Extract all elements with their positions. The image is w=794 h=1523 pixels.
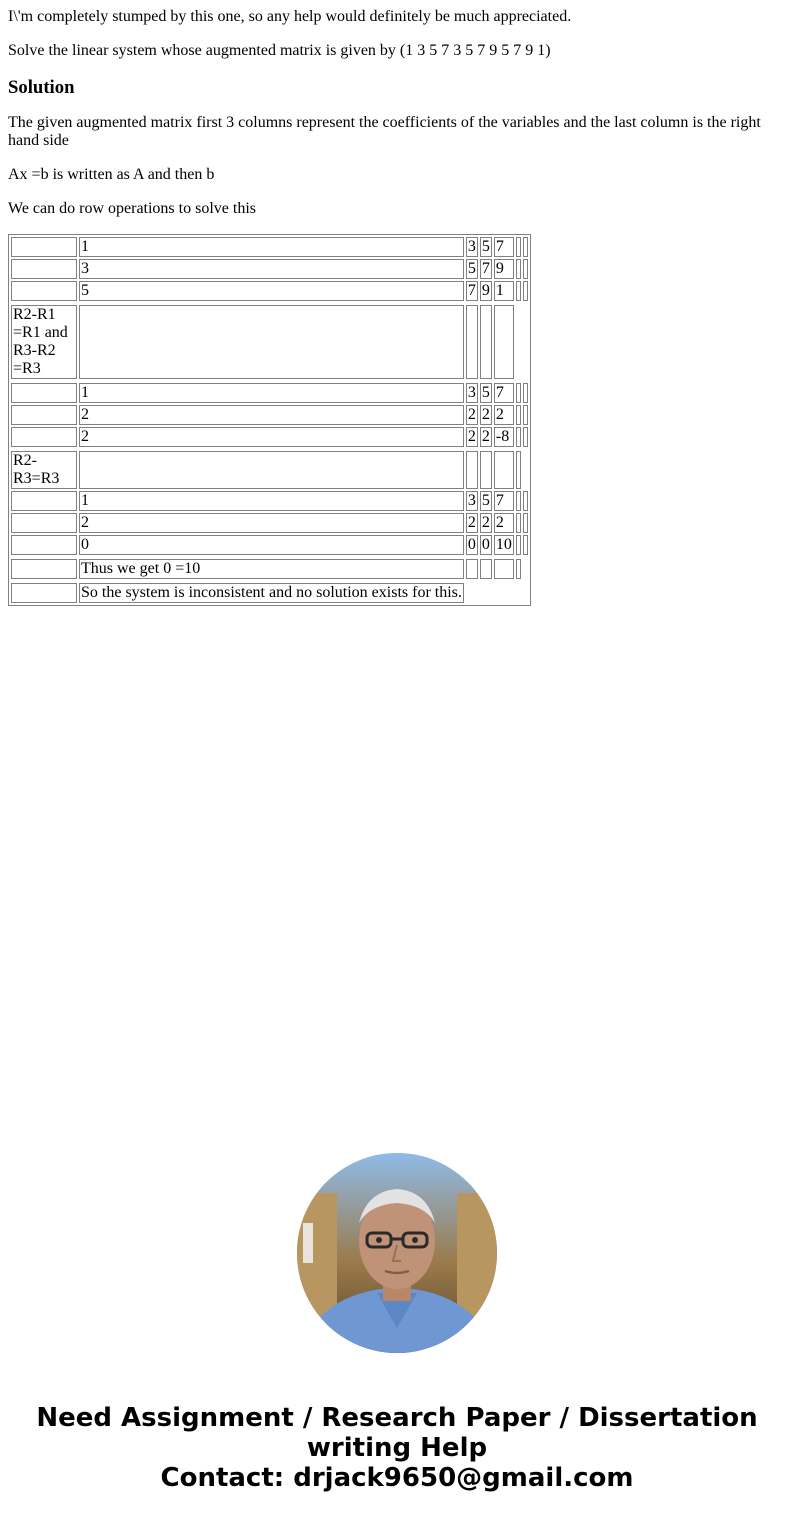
question-intro: I\'m completely stumped by this one, so any help would definitely be much appreciated. xyxy=(8,8,572,25)
matrix-cell: 1 xyxy=(494,281,514,301)
empty-cell xyxy=(516,383,521,403)
person-portrait-icon xyxy=(297,1153,497,1353)
table-row xyxy=(11,535,528,555)
empty-cell xyxy=(523,559,528,579)
empty-cell xyxy=(516,281,521,301)
empty-cell xyxy=(523,427,528,447)
empty-cell xyxy=(466,305,478,379)
matrix-cell: 3 xyxy=(467,492,476,509)
matrix-cell: 2 xyxy=(481,428,490,445)
empty-cell xyxy=(516,305,521,379)
result-text: Thus we get 0 =10 xyxy=(79,559,464,579)
empty-cell xyxy=(516,559,521,579)
table-row xyxy=(11,427,528,447)
row-label xyxy=(11,559,77,579)
empty-cell xyxy=(523,513,528,533)
matrix-cell: 5 xyxy=(481,238,490,255)
empty-cell xyxy=(79,451,464,489)
table-row xyxy=(11,451,528,489)
matrix-cell: -8 xyxy=(494,427,514,447)
matrix-cell: 3 xyxy=(79,259,464,279)
matrix-cell: 3 xyxy=(467,384,476,401)
row-label xyxy=(11,535,77,555)
operation-label: R2-R1 =R1 and R3-R2 =R3 xyxy=(11,305,77,379)
solution-para-1: The given augmented matrix first 3 columns represent the coefficients of the variables and the last column is the right hand side xyxy=(8,114,761,149)
empty-cell xyxy=(480,559,492,579)
matrix-cell: 2 xyxy=(467,406,476,423)
page-content xyxy=(8,0,786,606)
empty-cell xyxy=(523,237,528,257)
empty-cell xyxy=(523,405,528,425)
empty-cell xyxy=(494,305,514,379)
empty-cell xyxy=(516,451,521,489)
empty-cell xyxy=(494,451,514,489)
table-row xyxy=(11,259,528,279)
footer-line-2: writing Help xyxy=(306,1433,488,1463)
row-label xyxy=(11,383,77,403)
matrix-cell: 2 xyxy=(467,514,476,531)
matrix-cell: 1 xyxy=(79,383,464,403)
author-avatar xyxy=(297,1153,497,1353)
row-label xyxy=(11,237,77,257)
empty-cell xyxy=(516,405,521,425)
matrix-cell: 2 xyxy=(467,428,476,445)
matrix-cell: 5 xyxy=(481,492,490,509)
matrix-cell: 5 xyxy=(79,281,464,301)
empty-cell xyxy=(523,491,528,511)
matrix-cell: 2 xyxy=(481,406,490,423)
solution-para-2: Ax =b is written as A and then b xyxy=(8,166,215,183)
row-label xyxy=(11,405,77,425)
matrix-cell: 5 xyxy=(481,384,490,401)
empty-cell xyxy=(523,383,528,403)
matrix-cell: 0 xyxy=(481,536,490,553)
matrix-cell: 3 xyxy=(467,238,476,255)
empty-cell xyxy=(523,305,528,379)
footer-contact-email: Contact: drjack9650@gmail.com xyxy=(160,1463,634,1493)
row-label xyxy=(11,259,77,279)
operation-label: R2-R3=R3 xyxy=(11,451,77,489)
table-row xyxy=(11,305,528,379)
empty-cell xyxy=(79,305,464,379)
row-operations-table xyxy=(8,234,531,606)
row-label xyxy=(11,583,77,603)
empty-cell xyxy=(466,451,478,489)
matrix-cell: 2 xyxy=(79,427,464,447)
table-row xyxy=(11,491,528,511)
solution-heading: Solution xyxy=(8,77,75,98)
row-label xyxy=(11,427,77,447)
matrix-cell: 2 xyxy=(79,405,464,425)
matrix-cell: 2 xyxy=(79,513,464,533)
conclusion-text: So the system is inconsistent and no solution exists for this. xyxy=(81,584,462,601)
matrix-cell: 1 xyxy=(79,491,464,511)
table-row xyxy=(11,583,528,603)
question-problem: Solve the linear system whose augmented matrix is given by (1 3 5 7 3 5 7 9 5 7 9 1) xyxy=(8,42,551,59)
empty-cell xyxy=(523,535,528,555)
matrix-cell: 2 xyxy=(481,514,490,531)
matrix-cell: 1 xyxy=(79,237,464,257)
matrix-cell: 7 xyxy=(481,260,490,277)
empty-cell xyxy=(523,259,528,279)
matrix-cell: 0 xyxy=(467,536,476,553)
empty-cell xyxy=(494,559,514,579)
matrix-cell: 2 xyxy=(494,405,514,425)
row-label xyxy=(11,491,77,511)
table-row xyxy=(11,513,528,533)
table-row xyxy=(11,237,528,257)
empty-cell xyxy=(516,513,521,533)
empty-cell xyxy=(480,305,492,379)
matrix-cell: 10 xyxy=(495,536,512,553)
solution-para-3: We can do row operations to solve this xyxy=(8,200,256,217)
matrix-cell: 7 xyxy=(494,491,514,511)
empty-cell xyxy=(523,281,528,301)
matrix-cell: 7 xyxy=(494,383,514,403)
table-row xyxy=(11,559,528,579)
row-label xyxy=(11,513,77,533)
footer-line-1: Need Assignment / Research Paper / Dissertation xyxy=(36,1403,758,1433)
matrix-cell: 9 xyxy=(481,282,490,299)
table-row xyxy=(11,383,528,403)
matrix-cell: 0 xyxy=(79,535,464,555)
matrix-cell: 5 xyxy=(467,260,476,277)
matrix-cell: 9 xyxy=(494,259,514,279)
empty-cell xyxy=(466,559,478,579)
footer-contact xyxy=(0,1403,794,1493)
table-row xyxy=(11,405,528,425)
matrix-cell: 2 xyxy=(494,513,514,533)
empty-cell xyxy=(516,491,521,511)
empty-cell xyxy=(516,427,521,447)
row-label xyxy=(11,281,77,301)
empty-cell xyxy=(516,259,521,279)
empty-cell xyxy=(466,583,528,603)
empty-cell xyxy=(516,237,521,257)
empty-cell xyxy=(523,451,528,489)
empty-cell xyxy=(516,535,521,555)
matrix-cell: 7 xyxy=(494,237,514,257)
matrix-cell: 7 xyxy=(467,282,476,299)
table-row xyxy=(11,281,528,301)
empty-cell xyxy=(480,451,492,489)
